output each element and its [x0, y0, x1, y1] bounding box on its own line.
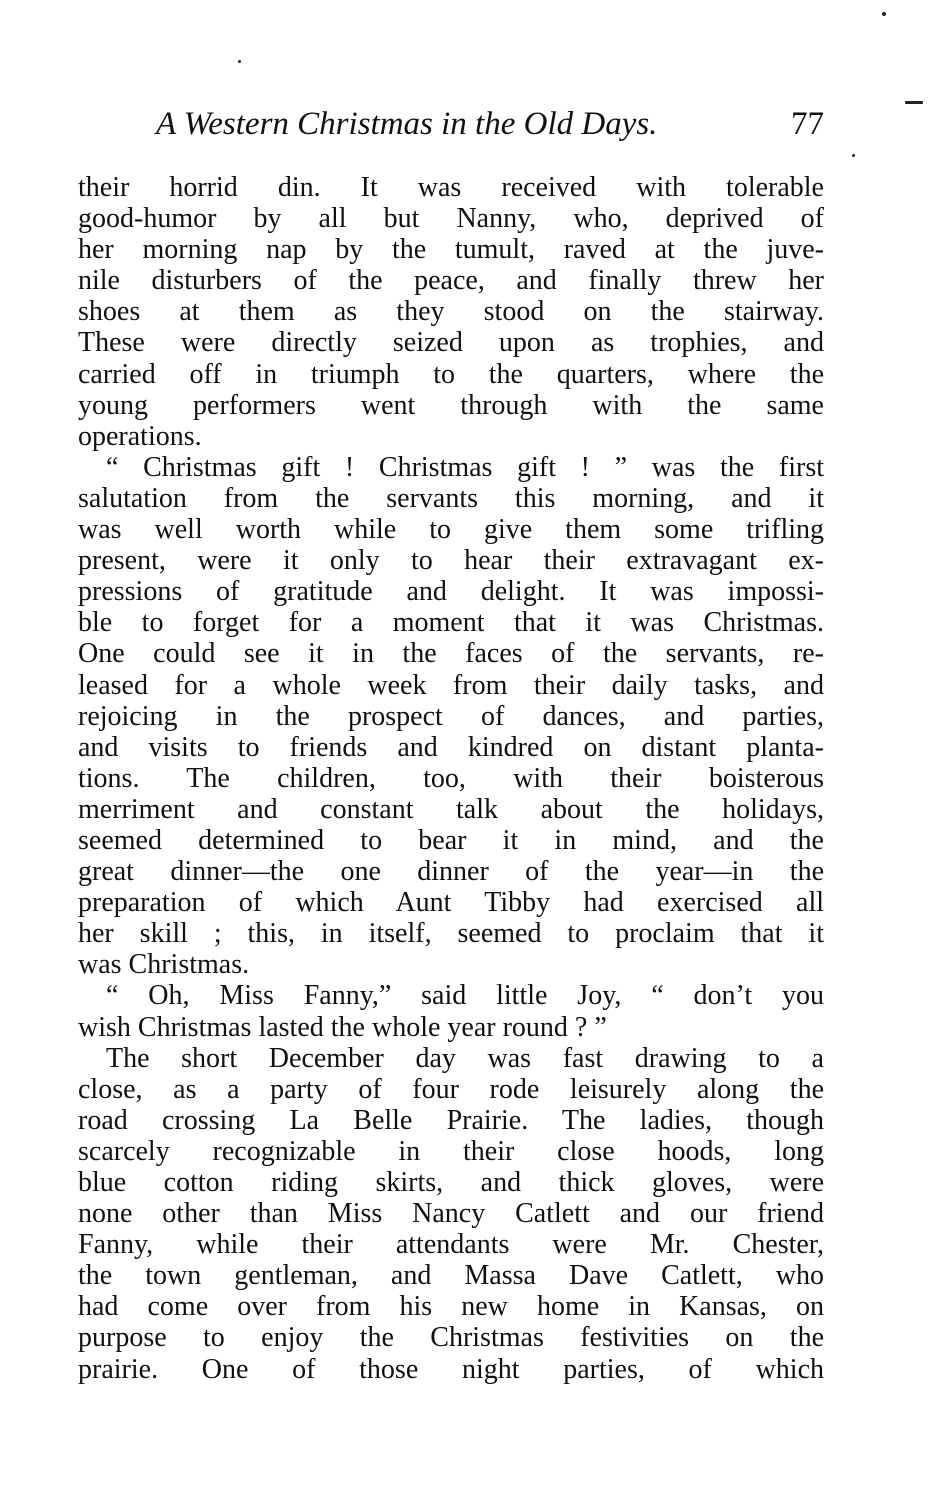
print-speck [882, 12, 886, 16]
text-line: These were directly seized upon as trophies, and [78, 327, 824, 359]
text-line: was Christmas. [78, 949, 250, 981]
text-line: present, were it only to hear their extravagant ex- [78, 545, 824, 577]
text-line: carried off in triumph to the quarters, where the [78, 358, 824, 390]
text-line: Fanny, while their attendants were Mr. Chester, [78, 1229, 824, 1261]
text-line: her skill ; this, in itself, seemed to proclaim that it [78, 918, 824, 950]
text-line: their horrid din. It was received with tolerable [78, 172, 824, 203]
text-line: One could see it in the faces of the servants, re- [78, 638, 824, 670]
print-speck [238, 60, 241, 63]
text-line: operations. [78, 420, 202, 452]
text-line: prairie. One of those night parties, of which [78, 1353, 824, 1385]
text-line: “ Christmas gift ! Christmas gift ! ” was the first [106, 451, 824, 483]
text-line: young performers went through with the same [78, 389, 824, 421]
body-text [78, 172, 824, 1385]
text-line: great dinner—the one dinner of the year—in the [78, 856, 824, 888]
text-line: salutation from the servants this morning, and it [78, 482, 824, 514]
text-line: ble to forget for a moment that it was Christmas. [78, 607, 824, 639]
text-line: nile disturbers of the peace, and finally threw her [78, 265, 824, 297]
text-line: shoes at them as they stood on the stairway. [78, 296, 824, 328]
text-line: scarcely recognizable in their close hoods, long [78, 1135, 824, 1167]
text-line: The short December day was fast drawing to a [106, 1042, 824, 1074]
running-head [78, 102, 824, 146]
text-line: wish Christmas lasted the whole year round ? ” [78, 1011, 607, 1043]
text-line: seemed determined to bear it in mind, and the [78, 824, 824, 856]
text-line: and visits to friends and kindred on distant planta- [78, 731, 824, 763]
text-line: leased for a whole week from their daily tasks, and [78, 669, 824, 701]
page-number: 77 [791, 106, 824, 142]
text-line: the town gentleman, and Massa Dave Catlett, who [78, 1260, 824, 1292]
text-line: good-humor by all but Nanny, who, deprived of [78, 203, 824, 235]
text-line: tions. The children, too, with their boisterous [78, 762, 824, 794]
text-line: none other than Miss Nancy Catlett and our friend [78, 1198, 824, 1230]
print-speck [852, 154, 855, 157]
text-line: was well worth while to give them some trifling [78, 514, 824, 546]
text-line: rejoicing in the prospect of dances, and parties, [78, 700, 824, 732]
text-line: blue cotton riding skirts, and thick gloves, were [78, 1167, 824, 1198]
text-line: purpose to enjoy the Christmas festivities on the [78, 1322, 824, 1354]
text-line: road crossing La Belle Prairie. The ladies, though [78, 1104, 824, 1136]
running-title: A Western Christmas in the Old Days. [156, 106, 658, 142]
text-line: merriment and constant talk about the holidays, [78, 793, 824, 825]
text-line: her morning nap by the tumult, raved at the juve- [78, 234, 824, 266]
print-speck [905, 101, 923, 104]
text-line: “ Oh, Miss Fanny,” said little Joy, “ don’t you [106, 980, 824, 1012]
text-line: had come over from his new home in Kansas, on [78, 1291, 824, 1323]
text-line: close, as a party of four rode leisurely along the [78, 1073, 824, 1105]
text-line: preparation of which Aunt Tibby had exercised all [78, 887, 824, 919]
text-line: pressions of gratitude and delight. It was impossi- [78, 576, 824, 608]
